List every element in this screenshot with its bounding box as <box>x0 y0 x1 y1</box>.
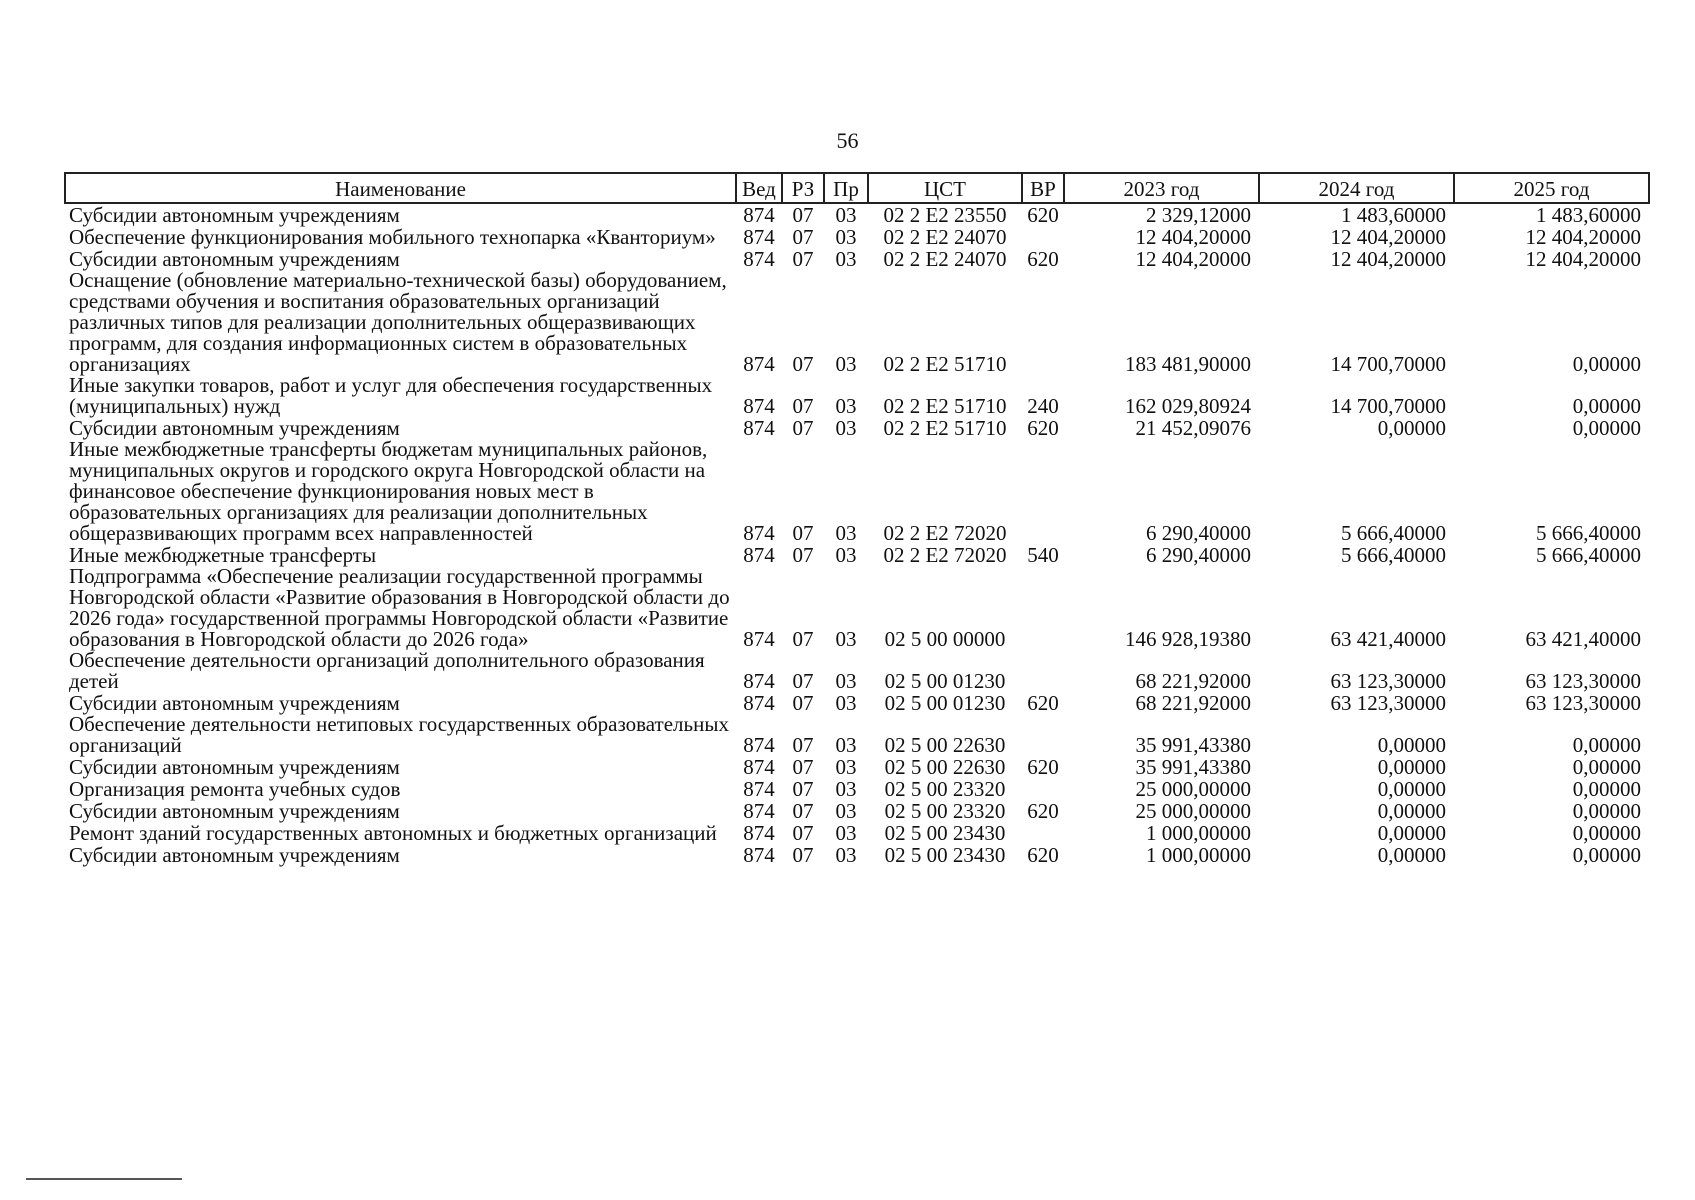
cell-name: Субсидии автономным учреждениям <box>69 416 400 440</box>
cell-name: Субсидии автономным учреждениям <box>69 247 400 271</box>
cell-year-2023: 25 000,00000 <box>1135 799 1251 823</box>
cell-year-2024: 63 123,30000 <box>1330 669 1446 693</box>
cell-csr: 02 5 00 22630 <box>884 755 1006 779</box>
cell-year-2023: 35 991,43380 <box>1135 755 1251 779</box>
cell-vr <box>1022 270 1064 375</box>
cell-razdel: 07 <box>792 691 814 715</box>
cell-year-2023: 1 000,00000 <box>1146 821 1251 845</box>
cell-name: Обеспечение функционирования мобильного технопарка «Кванториум» <box>69 225 716 249</box>
cell-vedomstvo: 874 <box>743 843 775 867</box>
cell-name: Иные межбюджетные трансферты бюджетам муниципальных районов, муниципальных округов и городского округа Новгородской области на финансовое обеспечение функционирования новых мест в образовательных организациях для реализации дополнительных общеразвивающих программ всех направленностей <box>69 437 708 545</box>
cell-year-2024: 12 404,20000 <box>1330 225 1446 249</box>
cell-year-2024: 0,00000 <box>1377 843 1446 867</box>
header-vedomstvo: Вед <box>736 173 782 203</box>
cell-vedomstvo: 874 <box>743 225 775 249</box>
cell-vr <box>1022 778 1064 800</box>
cell-year-2025: 0,00000 <box>1572 416 1641 440</box>
cell-razdel: 07 <box>792 755 814 779</box>
cell-year-2023: 25 000,00000 <box>1135 777 1251 801</box>
cell-vedomstvo: 874 <box>743 203 775 227</box>
cell-razdel: 07 <box>792 627 814 651</box>
table-row <box>65 844 1649 866</box>
cell-year-2023: 2 329,12000 <box>1146 203 1251 227</box>
cell-year-2024: 0,00000 <box>1377 799 1446 823</box>
cell-year-2025: 5 666,40000 <box>1536 543 1641 567</box>
cell-name: Ремонт зданий государственных автономных и бюджетных организаций <box>69 821 717 845</box>
cell-name: Субсидии автономным учреждениям <box>69 843 400 867</box>
cell-podrazdel: 03 <box>835 799 857 823</box>
cell-year-2023: 6 290,40000 <box>1146 543 1251 567</box>
cell-podrazdel: 03 <box>835 394 857 418</box>
table-row <box>65 417 1649 439</box>
table-row <box>65 270 1649 375</box>
cell-vr <box>1022 566 1064 650</box>
cell-vr: 540 <box>1027 543 1059 567</box>
table-row <box>65 800 1649 822</box>
cell-vedomstvo: 874 <box>743 543 775 567</box>
header-vr: ВР <box>1022 173 1064 203</box>
cell-year-2024: 12 404,20000 <box>1330 247 1446 271</box>
cell-name: Подпрограмма «Обеспечение реализации государственной программы Новгородской области «Развитие образования в Новгородской области до 2026 года» государственной программы Новгородской области «Развитие образования в Новгородской области до 2026 года» <box>69 564 730 651</box>
cell-year-2025: 0,00000 <box>1572 755 1641 779</box>
cell-csr: 02 5 00 23430 <box>884 843 1006 867</box>
cell-name: Оснащение (обновление материально-технической базы) оборудованием, средствами обучения и воспитания образовательных организаций различных типов для реализации дополнительных общеразвивающих программ, для создания информационных систем в образовательных организациях <box>69 268 727 376</box>
cell-razdel: 07 <box>792 669 814 693</box>
cell-razdel: 07 <box>792 543 814 567</box>
cell-vr <box>1022 226 1064 248</box>
cell-year-2025: 0,00000 <box>1572 777 1641 801</box>
cell-csr: 02 5 00 23430 <box>884 821 1006 845</box>
header-row <box>65 173 1649 203</box>
cell-vedomstvo: 874 <box>743 247 775 271</box>
cell-podrazdel: 03 <box>835 247 857 271</box>
header-razdel: РЗ <box>782 173 824 203</box>
header-csr: ЦСТ <box>868 173 1022 203</box>
cell-vedomstvo: 874 <box>743 416 775 440</box>
table-row <box>65 203 1649 226</box>
cell-year-2024: 1 483,60000 <box>1341 203 1446 227</box>
cell-year-2023: 68 221,92000 <box>1135 669 1251 693</box>
cell-vedomstvo: 874 <box>743 777 775 801</box>
cell-year-2023: 146 928,19380 <box>1125 627 1251 651</box>
footer-rule <box>26 1178 182 1180</box>
cell-podrazdel: 03 <box>835 203 857 227</box>
cell-vr <box>1022 439 1064 544</box>
cell-csr: 02 2 Е2 23550 <box>883 203 1007 227</box>
cell-csr: 02 5 00 23320 <box>884 777 1006 801</box>
cell-vedomstvo: 874 <box>743 669 775 693</box>
cell-year-2025: 0,00000 <box>1572 821 1641 845</box>
cell-csr: 02 5 00 01230 <box>884 669 1006 693</box>
table-row <box>65 822 1649 844</box>
cell-name: Субсидии автономным учреждениям <box>69 755 400 779</box>
cell-csr: 02 5 00 00000 <box>884 627 1006 651</box>
cell-podrazdel: 03 <box>835 777 857 801</box>
header-year-2025: 2025 год <box>1454 173 1649 203</box>
cell-podrazdel: 03 <box>835 543 857 567</box>
table-row <box>65 778 1649 800</box>
cell-year-2023: 12 404,20000 <box>1135 247 1251 271</box>
cell-csr: 02 5 00 23320 <box>884 799 1006 823</box>
table-row <box>65 544 1649 566</box>
cell-razdel: 07 <box>792 352 814 376</box>
cell-razdel: 07 <box>792 416 814 440</box>
cell-podrazdel: 03 <box>835 225 857 249</box>
cell-podrazdel: 03 <box>835 843 857 867</box>
cell-vr: 620 <box>1027 843 1059 867</box>
cell-csr: 02 2 Е2 72020 <box>883 543 1007 567</box>
cell-year-2023: 35 991,43380 <box>1135 733 1251 757</box>
cell-year-2023: 1 000,00000 <box>1146 843 1251 867</box>
header-name: Наименование <box>65 173 736 203</box>
cell-csr: 02 2 Е2 51710 <box>883 352 1007 376</box>
cell-year-2025: 63 123,30000 <box>1525 691 1641 715</box>
cell-razdel: 07 <box>792 225 814 249</box>
cell-razdel: 07 <box>792 777 814 801</box>
cell-csr: 02 2 Е2 24070 <box>883 247 1007 271</box>
cell-name: Субсидии автономным учреждениям <box>69 799 400 823</box>
cell-vedomstvo: 874 <box>743 799 775 823</box>
cell-year-2024: 0,00000 <box>1377 777 1446 801</box>
cell-year-2024: 0,00000 <box>1377 733 1446 757</box>
cell-year-2025: 0,00000 <box>1572 352 1641 376</box>
cell-vedomstvo: 874 <box>743 821 775 845</box>
cell-year-2025: 5 666,40000 <box>1536 521 1641 545</box>
cell-vr: 620 <box>1027 247 1059 271</box>
cell-name: Субсидии автономным учреждениям <box>69 691 400 715</box>
cell-year-2024: 5 666,40000 <box>1341 543 1446 567</box>
table-row <box>65 375 1649 417</box>
cell-vr: 620 <box>1027 203 1059 227</box>
cell-name: Иные межбюджетные трансферты <box>69 543 377 567</box>
cell-year-2023: 6 290,40000 <box>1146 521 1251 545</box>
cell-year-2025: 0,00000 <box>1572 843 1641 867</box>
cell-vedomstvo: 874 <box>743 352 775 376</box>
cell-year-2024: 14 700,70000 <box>1330 394 1446 418</box>
cell-vedomstvo: 874 <box>743 521 775 545</box>
table-row <box>65 439 1649 544</box>
cell-year-2024: 0,00000 <box>1377 755 1446 779</box>
cell-csr: 02 2 Е2 51710 <box>883 394 1007 418</box>
cell-razdel: 07 <box>792 799 814 823</box>
cell-podrazdel: 03 <box>835 691 857 715</box>
cell-razdel: 07 <box>792 203 814 227</box>
cell-name: Субсидии автономным учреждениям <box>69 203 400 227</box>
cell-vr <box>1022 650 1064 692</box>
cell-podrazdel: 03 <box>835 821 857 845</box>
table-row <box>65 714 1649 756</box>
cell-vr <box>1022 714 1064 756</box>
table-row <box>65 248 1649 270</box>
cell-vedomstvo: 874 <box>743 755 775 779</box>
cell-year-2025: 63 123,30000 <box>1525 669 1641 693</box>
cell-razdel: 07 <box>792 394 814 418</box>
header-year-2024: 2024 год <box>1259 173 1454 203</box>
cell-vr <box>1022 822 1064 844</box>
cell-razdel: 07 <box>792 733 814 757</box>
cell-razdel: 07 <box>792 521 814 545</box>
cell-razdel: 07 <box>792 247 814 271</box>
cell-podrazdel: 03 <box>835 352 857 376</box>
cell-year-2025: 63 421,40000 <box>1525 627 1641 651</box>
table-row <box>65 226 1649 248</box>
cell-vr: 620 <box>1027 416 1059 440</box>
cell-csr: 02 5 00 01230 <box>884 691 1006 715</box>
cell-name: Обеспечение деятельности организаций дополнительного образования детей <box>69 648 705 693</box>
cell-vr: 620 <box>1027 799 1059 823</box>
table-row <box>65 650 1649 692</box>
cell-year-2025: 0,00000 <box>1572 394 1641 418</box>
cell-vr: 240 <box>1027 394 1059 418</box>
cell-year-2025: 1 483,60000 <box>1536 203 1641 227</box>
cell-year-2023: 12 404,20000 <box>1135 225 1251 249</box>
cell-vr: 620 <box>1027 755 1059 779</box>
cell-podrazdel: 03 <box>835 755 857 779</box>
cell-year-2025: 0,00000 <box>1572 733 1641 757</box>
cell-vedomstvo: 874 <box>743 733 775 757</box>
cell-year-2024: 0,00000 <box>1377 821 1446 845</box>
cell-csr: 02 5 00 22630 <box>884 733 1006 757</box>
cell-csr: 02 2 Е2 24070 <box>883 225 1007 249</box>
page-number: 56 <box>836 128 859 153</box>
cell-podrazdel: 03 <box>835 627 857 651</box>
cell-vedomstvo: 874 <box>743 691 775 715</box>
table-row <box>65 566 1649 650</box>
cell-vedomstvo: 874 <box>743 394 775 418</box>
cell-name: Обеспечение деятельности нетиповых государственных образовательных организаций <box>69 712 729 757</box>
header-year-2023: 2023 год <box>1064 173 1259 203</box>
cell-year-2024: 14 700,70000 <box>1330 352 1446 376</box>
cell-name: Иные закупки товаров, работ и услуг для обеспечения государственных (муниципальных) нужд <box>69 373 713 418</box>
cell-name: Организация ремонта учебных судов <box>69 777 401 801</box>
cell-razdel: 07 <box>792 843 814 867</box>
cell-year-2024: 5 666,40000 <box>1341 521 1446 545</box>
cell-year-2025: 12 404,20000 <box>1525 247 1641 271</box>
cell-csr: 02 2 Е2 72020 <box>883 521 1007 545</box>
cell-razdel: 07 <box>792 821 814 845</box>
cell-podrazdel: 03 <box>835 669 857 693</box>
cell-year-2024: 63 123,30000 <box>1330 691 1446 715</box>
cell-csr: 02 2 Е2 51710 <box>883 416 1007 440</box>
cell-year-2025: 0,00000 <box>1572 799 1641 823</box>
table-row <box>65 692 1649 714</box>
table-row <box>65 756 1649 778</box>
cell-podrazdel: 03 <box>835 416 857 440</box>
table-body <box>65 203 1649 866</box>
cell-year-2025: 12 404,20000 <box>1525 225 1641 249</box>
header-podrazdel: Пр <box>824 173 868 203</box>
budget-table <box>64 172 1650 866</box>
cell-year-2023: 183 481,90000 <box>1125 352 1251 376</box>
cell-vedomstvo: 874 <box>743 627 775 651</box>
cell-year-2023: 21 452,09076 <box>1135 416 1251 440</box>
cell-year-2024: 0,00000 <box>1377 416 1446 440</box>
cell-year-2023: 68 221,92000 <box>1135 691 1251 715</box>
cell-year-2024: 63 421,40000 <box>1330 627 1446 651</box>
cell-podrazdel: 03 <box>835 733 857 757</box>
cell-vr: 620 <box>1027 691 1059 715</box>
cell-year-2023: 162 029,80924 <box>1125 394 1251 418</box>
cell-podrazdel: 03 <box>835 521 857 545</box>
